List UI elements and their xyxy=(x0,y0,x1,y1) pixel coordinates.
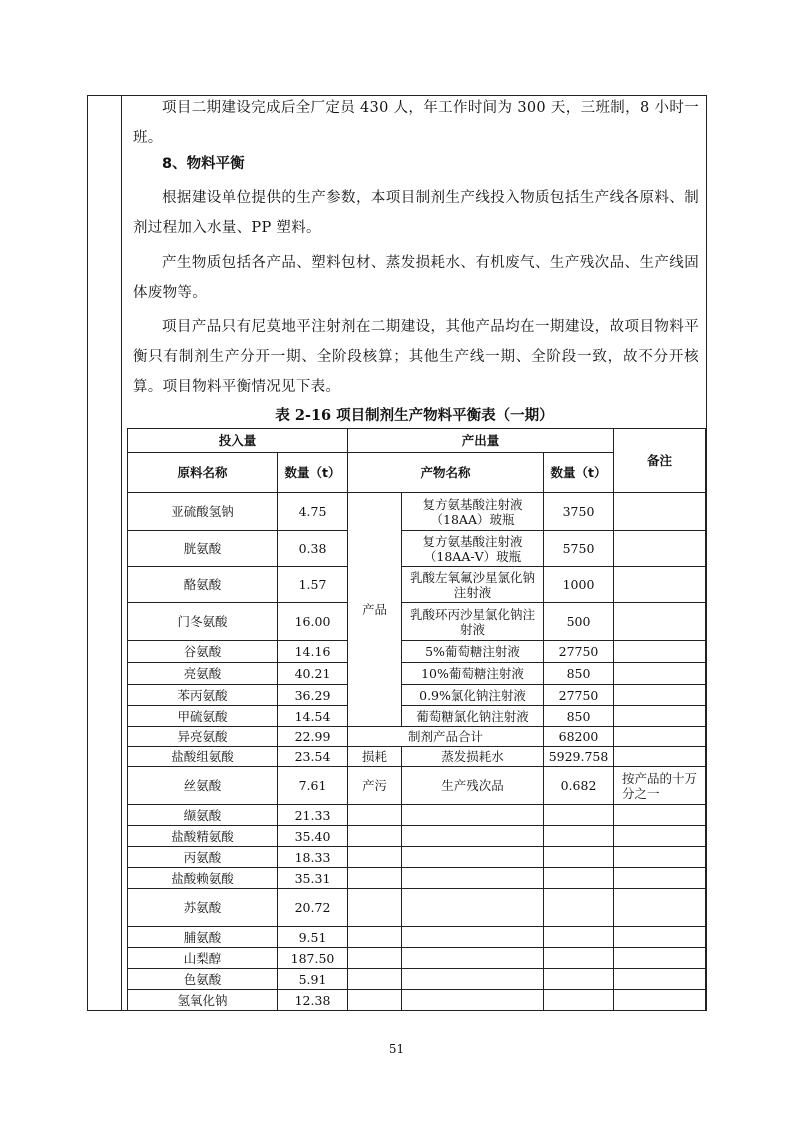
product-name: 复方氨基酸注射液（18AA）玻瓶 xyxy=(402,493,544,531)
input-qty: 18.33 xyxy=(278,847,348,868)
input-name: 盐酸精氨酸 xyxy=(128,826,278,847)
product-qty: 5750 xyxy=(544,531,614,567)
input-qty: 7.61 xyxy=(278,767,348,805)
input-name: 亮氨酸 xyxy=(128,663,278,685)
input-qty: 187.50 xyxy=(278,948,348,969)
input-qty: 23.54 xyxy=(278,747,348,767)
product-name: 葡萄糖氯化钠注射液 xyxy=(402,706,544,727)
header-material-name: 原料名称 xyxy=(128,453,278,493)
product-name: 5%葡萄糖注射液 xyxy=(402,641,544,663)
table-row xyxy=(128,531,706,567)
material-balance-table xyxy=(127,428,706,1011)
product-name: 10%葡萄糖注射液 xyxy=(402,663,544,685)
input-qty: 14.16 xyxy=(278,641,348,663)
subtotal-qty: 68200 xyxy=(544,727,614,747)
product-qty: 500 xyxy=(544,603,614,641)
loss-name: 蒸发损耗水 xyxy=(402,747,544,767)
table-row xyxy=(128,767,706,805)
table-row xyxy=(128,826,706,847)
input-qty: 16.00 xyxy=(278,603,348,641)
product-qty: 850 xyxy=(544,706,614,727)
input-name: 亚硫酸氢钠 xyxy=(128,493,278,531)
input-name: 甲硫氨酸 xyxy=(128,706,278,727)
paragraph-balance-scope: 项目产品只有尼莫地平注射剂在二期建设，其他产品均在一期建设，故项目物料平衡只有制剂生产分开一期、全阶段核算；其他生产线一期、全阶段一致，故不分开核算。项目物料平衡情况见下表。 xyxy=(133,319,699,395)
input-qty: 36.29 xyxy=(278,685,348,706)
loss-category: 损耗 xyxy=(348,747,402,767)
input-name: 门冬氨酸 xyxy=(128,603,278,641)
header-qty-in: 数量（t） xyxy=(278,453,348,493)
input-qty: 9.51 xyxy=(278,927,348,948)
input-qty: 20.72 xyxy=(278,889,348,927)
input-name: 胱氨酸 xyxy=(128,531,278,567)
product-qty: 3750 xyxy=(544,493,614,531)
product-name: 乳酸环丙沙星氯化钠注射液 xyxy=(402,603,544,641)
input-name: 苏氨酸 xyxy=(128,889,278,927)
pollution-name: 生产残次品 xyxy=(402,767,544,805)
input-name: 氢氧化钠 xyxy=(128,990,278,1011)
input-qty: 1.57 xyxy=(278,567,348,603)
table-row xyxy=(128,847,706,868)
input-qty: 5.91 xyxy=(278,969,348,990)
pollution-remark: 按产品的十万分之一 xyxy=(614,767,706,805)
header-qty-out: 数量（t） xyxy=(544,453,614,493)
page-number: 51 xyxy=(388,1042,405,1056)
input-qty: 4.75 xyxy=(278,493,348,531)
pollution-qty: 0.682 xyxy=(544,767,614,805)
header-product-name: 产物名称 xyxy=(348,453,544,493)
table-row xyxy=(128,567,706,603)
input-name: 丝氨酸 xyxy=(128,767,278,805)
product-qty: 850 xyxy=(544,663,614,685)
subtotal-label: 制剂产品合计 xyxy=(348,727,544,747)
table-row xyxy=(128,727,706,747)
input-name: 盐酸组氨酸 xyxy=(128,747,278,767)
table-row xyxy=(128,969,706,990)
input-name: 盐酸赖氨酸 xyxy=(128,868,278,889)
product-qty: 27750 xyxy=(544,685,614,706)
paragraph-outputs: 产生物质包括各产品、塑料包材、蒸发损耗水、有机废气、生产残次品、生产线固体废物等。 xyxy=(133,255,699,301)
pollution-category: 产污 xyxy=(348,767,402,805)
table-row xyxy=(128,889,706,927)
section-heading: 8、物料平衡 xyxy=(162,156,245,172)
paragraph-staffing: 项目二期建设完成后全厂定员 430 人，年工作时间为 300 天，三班制，8 小时一班。 xyxy=(133,100,699,146)
input-name: 山梨醇 xyxy=(128,948,278,969)
product-name: 乳酸左氧氟沙星氯化钠注射液 xyxy=(402,567,544,603)
input-qty: 14.54 xyxy=(278,706,348,727)
input-name: 苯丙氨酸 xyxy=(128,685,278,706)
paragraph-inputs: 根据建设单位提供的生产参数，本项目制剂生产线投入物质包括生产线各原料、制剂过程加入水量、PP 塑料。 xyxy=(133,190,699,236)
input-qty: 21.33 xyxy=(278,805,348,826)
input-name: 异亮氨酸 xyxy=(128,727,278,747)
product-qty: 1000 xyxy=(544,567,614,603)
table-row xyxy=(128,706,706,727)
input-qty: 12.38 xyxy=(278,990,348,1011)
input-name: 丙氨酸 xyxy=(128,847,278,868)
table-row xyxy=(128,990,706,1011)
product-qty: 27750 xyxy=(544,641,614,663)
input-name: 脯氨酸 xyxy=(128,927,278,948)
header-remark: 备注 xyxy=(614,429,706,493)
table-row xyxy=(128,927,706,948)
input-qty: 22.99 xyxy=(278,727,348,747)
loss-qty: 5929.758 xyxy=(544,747,614,767)
table-row xyxy=(128,948,706,969)
input-qty: 40.21 xyxy=(278,663,348,685)
table-row xyxy=(128,493,706,531)
input-qty: 35.31 xyxy=(278,868,348,889)
input-qty: 35.40 xyxy=(278,826,348,847)
header-output: 产出量 xyxy=(348,429,614,453)
product-name: 0.9%氯化钠注射液 xyxy=(402,685,544,706)
product-name: 复方氨基酸注射液（18AA-Ⅴ）玻瓶 xyxy=(402,531,544,567)
input-name: 酪氨酸 xyxy=(128,567,278,603)
header-input: 投入量 xyxy=(128,429,348,453)
table-row xyxy=(128,685,706,706)
table-row xyxy=(128,603,706,641)
input-name: 谷氨酸 xyxy=(128,641,278,663)
product-category: 产品 xyxy=(348,493,402,727)
table-caption: 表 2-16 项目制剂生产物料平衡表（一期） xyxy=(275,407,554,424)
table-row xyxy=(128,663,706,685)
input-name: 缬氨酸 xyxy=(128,805,278,826)
table-row xyxy=(128,805,706,826)
input-qty: 0.38 xyxy=(278,531,348,567)
table-row xyxy=(128,868,706,889)
frame-divider xyxy=(121,95,122,1011)
table-row xyxy=(128,641,706,663)
input-name: 色氨酸 xyxy=(128,969,278,990)
table-row xyxy=(128,747,706,767)
